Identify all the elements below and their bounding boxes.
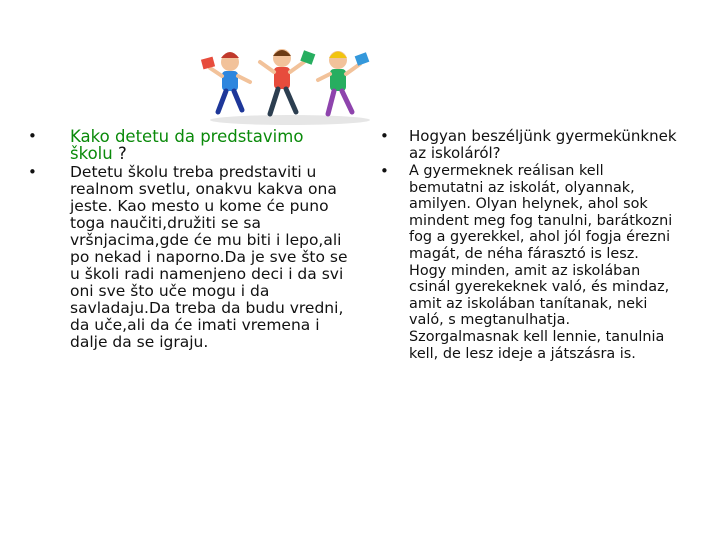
bullet: • [28,163,37,181]
bullet: • [380,162,389,180]
list-item-answer [380,163,680,362]
question-heading [70,128,348,162]
bullet-list [28,128,348,351]
right-column-hungarian [380,128,680,362]
answer-paragraph: Detetu školu treba predstaviti u realnom svetlu, onakvu kakva ona jeste. Kao mesto u kome će puno toga naučiti,družiti se sa vršnjacima,gde će mu biti i lepo,ali po nekad i naporno.Da je sve što se u školi radi namenjeno deci i da svi oni sve što uče mogu i da savladaju.Da treba da budu vredni, da uče,ali da će imati vremena i dalje da se igraju. [70,163,348,351]
answer-paragraph: A gyermeknek reálisan kell bemutatni az iskolát, olyannak, amilyen. Olyan helynek, ahol sok mindent meg fog tanulni, barátkozni fog a gyerekkel, ahol jól fogja érezni magát, de néha fárasztó is lesz. Hogy minden, amit az iskolában csinál gyerekeknek való, és mindaz, amit az iskolában tanítanak, neki való, s megtanulhatja. Szorgalmasnak kell lennie, tanulnia kell, de lesz ideje a játszásra is. [409,163,673,362]
question-mark: ? [112,144,127,163]
list-item-question [28,128,348,162]
question-text: Kako detetu da predstavimo školu [70,127,304,163]
bullet-list [380,128,680,362]
bullet: • [28,127,37,145]
list-item-question [380,128,680,161]
question-heading: Hogyan beszéljünk gyermekünknek az iskoláról? [409,127,677,162]
left-column-serbian [28,128,348,351]
children-running-with-books-icon [190,40,390,125]
list-item-answer [28,164,348,351]
bullet: • [380,127,389,145]
